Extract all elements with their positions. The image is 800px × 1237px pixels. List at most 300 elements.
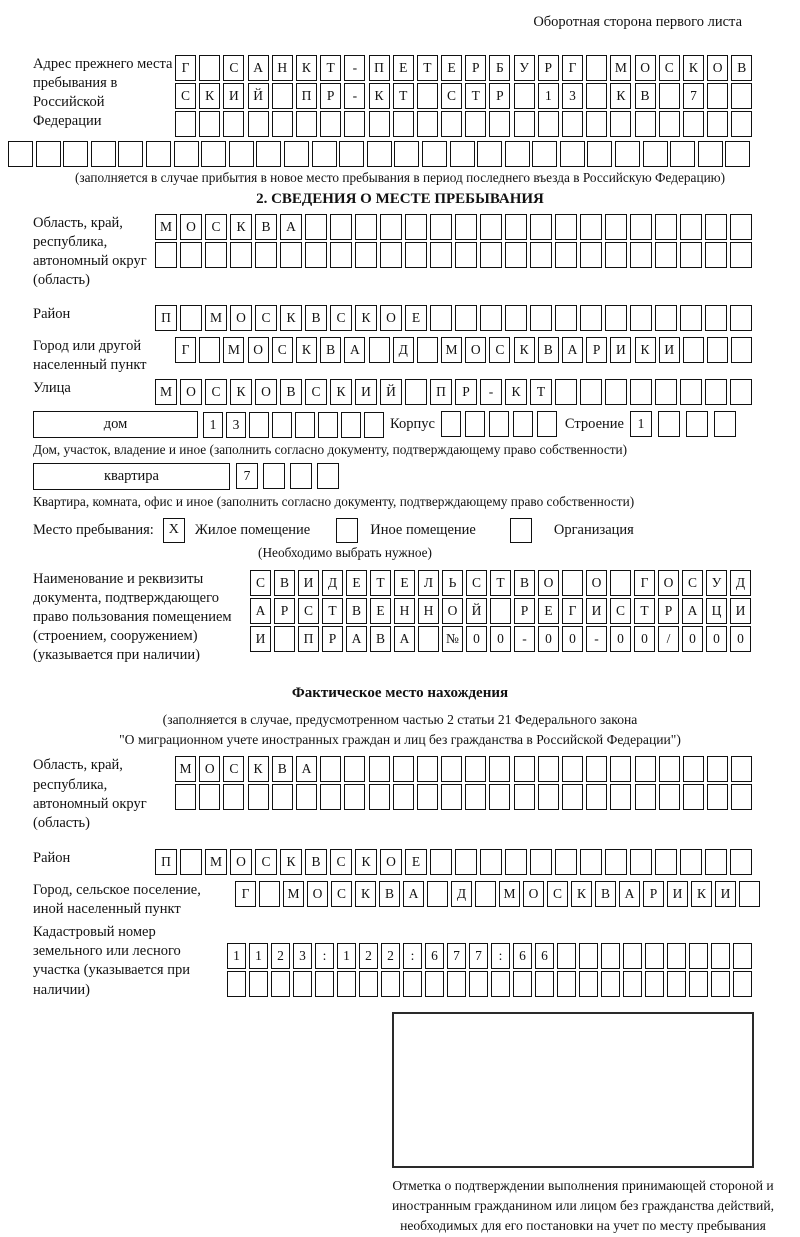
char-box: Т (393, 83, 414, 109)
char-box: И (298, 570, 319, 596)
city-field (33, 337, 800, 375)
char-box (465, 756, 486, 782)
char-box: 1 (203, 412, 223, 438)
char-box (689, 971, 708, 997)
char-box: К (199, 83, 220, 109)
char-box (538, 784, 559, 810)
apartment-type-box: квартира (33, 463, 230, 490)
char-box: В (635, 83, 656, 109)
char-box: В (346, 598, 367, 624)
char-box: Т (417, 55, 438, 81)
char-box (317, 463, 339, 489)
char-box (505, 305, 527, 331)
char-box (689, 943, 708, 969)
document-boxrow-3 (250, 626, 751, 652)
char-box (441, 756, 462, 782)
char-box (290, 463, 312, 489)
char-box: Г (562, 55, 583, 81)
char-box (175, 784, 196, 810)
char-box (655, 379, 677, 405)
char-box (731, 756, 752, 782)
char-box: 0 (706, 626, 727, 652)
char-box (659, 83, 680, 109)
char-box (580, 379, 602, 405)
prev-address-rows (175, 55, 752, 139)
char-box (505, 214, 527, 240)
char-box (489, 111, 510, 137)
char-box (667, 971, 686, 997)
char-box (601, 943, 620, 969)
char-box: Е (441, 55, 462, 81)
char-box (686, 411, 708, 437)
char-box: Н (272, 55, 293, 81)
char-box (610, 756, 631, 782)
char-box (605, 214, 627, 240)
actual-city-field (33, 881, 800, 919)
char-box (705, 379, 727, 405)
char-box: 7 (447, 943, 466, 969)
char-box (586, 756, 607, 782)
char-box (707, 111, 728, 137)
char-box (223, 111, 244, 137)
char-box: К (691, 881, 712, 907)
char-box (305, 242, 327, 268)
region-field (33, 214, 800, 291)
char-box: К (296, 337, 317, 363)
char-box: Р (274, 598, 295, 624)
char-box: И (223, 83, 244, 109)
stay-type-label: Место пребывания: (33, 521, 154, 538)
char-box (731, 337, 752, 363)
char-box (295, 412, 315, 438)
char-box (610, 784, 631, 810)
char-box: 1 (337, 943, 356, 969)
char-box: 7 (469, 943, 488, 969)
char-box: О (230, 849, 252, 875)
char-box (680, 242, 702, 268)
char-box: Г (634, 570, 655, 596)
char-box (480, 849, 502, 875)
char-box (659, 756, 680, 782)
char-box: А (403, 881, 424, 907)
char-box: Й (466, 598, 487, 624)
char-box (623, 971, 642, 997)
char-box: О (586, 570, 607, 596)
district-field (33, 305, 800, 333)
char-box: Р (586, 337, 607, 363)
char-box (705, 305, 727, 331)
char-box: 0 (610, 626, 631, 652)
char-box (730, 849, 752, 875)
char-box (586, 55, 607, 81)
char-box: 1 (538, 83, 559, 109)
char-box (730, 242, 752, 268)
region-boxrow-1 (155, 214, 752, 240)
char-box (180, 242, 202, 268)
char-box (393, 111, 414, 137)
char-box (465, 111, 486, 137)
char-box (707, 756, 728, 782)
stay-option-org: Организация (553, 521, 634, 538)
char-box: С (255, 849, 277, 875)
char-box (730, 214, 752, 240)
char-box: А (346, 626, 367, 652)
char-box (296, 784, 317, 810)
char-box (280, 242, 302, 268)
char-box: О (248, 337, 269, 363)
char-box: Г (562, 598, 583, 624)
char-box (417, 83, 438, 109)
char-box (532, 141, 557, 167)
house-number-boxrow (203, 412, 384, 438)
char-box (369, 337, 390, 363)
stay-type-note: (Необходимо выбрать нужное) (258, 544, 432, 560)
char-box (256, 141, 281, 167)
stay-checkbox-zhiloe: X (163, 518, 185, 543)
char-box (417, 756, 438, 782)
char-box: С (330, 305, 352, 331)
char-box (272, 784, 293, 810)
char-box (580, 849, 602, 875)
char-box: В (379, 881, 400, 907)
char-box: Б (489, 55, 510, 81)
char-box (369, 784, 390, 810)
char-box: 3 (293, 943, 312, 969)
char-box: - (586, 626, 607, 652)
char-box: : (403, 943, 422, 969)
char-box: К (683, 55, 704, 81)
char-box (272, 83, 293, 109)
char-box (680, 379, 702, 405)
char-box: С (441, 83, 462, 109)
char-box: В (272, 756, 293, 782)
char-box (155, 242, 177, 268)
apartment-number-boxrow (236, 463, 339, 489)
korpus-label: Корпус (390, 416, 435, 433)
char-box: М (610, 55, 631, 81)
char-box: Р (455, 379, 477, 405)
prev-address-boxrow-1 (175, 55, 752, 81)
char-box (175, 111, 196, 137)
char-box (180, 849, 202, 875)
apartment-row (33, 463, 800, 491)
city-label: Город или другой населенный пункт (33, 337, 147, 373)
char-box (330, 214, 352, 240)
char-box: 6 (513, 943, 532, 969)
char-box: 1 (227, 943, 246, 969)
char-box (538, 111, 559, 137)
char-box (725, 141, 750, 167)
char-box (205, 242, 227, 268)
char-box (630, 242, 652, 268)
char-box: К (355, 849, 377, 875)
char-box (469, 971, 488, 997)
char-box (655, 305, 677, 331)
char-box (605, 849, 627, 875)
char-box (714, 411, 736, 437)
char-box: 0 (562, 626, 583, 652)
char-box (447, 971, 466, 997)
street-boxrow (155, 379, 752, 405)
char-box (733, 943, 752, 969)
char-box: П (296, 83, 317, 109)
char-box (330, 242, 352, 268)
char-box: - (480, 379, 502, 405)
char-box: Т (530, 379, 552, 405)
char-box (422, 141, 447, 167)
char-box: К (355, 881, 376, 907)
cadastre-boxrow-2 (227, 971, 752, 997)
char-box: К (635, 337, 656, 363)
char-box: У (706, 570, 727, 596)
char-box (118, 141, 143, 167)
char-box (284, 141, 309, 167)
char-box (530, 242, 552, 268)
char-box: О (199, 756, 220, 782)
char-box (320, 756, 341, 782)
city-boxrow (175, 337, 752, 363)
char-box: 6 (425, 943, 444, 969)
char-box: О (635, 55, 656, 81)
char-box (635, 756, 656, 782)
char-box (586, 111, 607, 137)
char-box (248, 784, 269, 810)
char-box: С (255, 305, 277, 331)
char-box: К (505, 379, 527, 405)
char-box (538, 756, 559, 782)
char-box: В (305, 849, 327, 875)
char-box: А (682, 598, 703, 624)
char-box: К (280, 849, 302, 875)
char-box: С (331, 881, 352, 907)
char-box: П (155, 849, 177, 875)
char-box: С (250, 570, 271, 596)
char-box: О (180, 214, 202, 240)
char-box: 1 (249, 943, 268, 969)
char-box (417, 784, 438, 810)
char-box: М (499, 881, 520, 907)
char-box (405, 214, 427, 240)
stay-checkbox-inoe (336, 518, 358, 543)
house-type-box: дом (33, 411, 198, 438)
char-box (489, 784, 510, 810)
char-box: М (441, 337, 462, 363)
char-box: 1 (630, 411, 652, 437)
document-boxrow-2 (250, 598, 751, 624)
cadastre-field (33, 923, 800, 1000)
char-box (587, 141, 612, 167)
char-box (199, 111, 220, 137)
char-box (630, 305, 652, 331)
char-box: В (320, 337, 341, 363)
char-box (555, 379, 577, 405)
char-box: К (369, 83, 390, 109)
actual-city-boxrow (235, 881, 760, 907)
char-box (615, 141, 640, 167)
char-box (393, 756, 414, 782)
char-box: К (571, 881, 592, 907)
char-box: Р (489, 83, 510, 109)
prev-address-boxrow-3 (175, 111, 752, 137)
actual-region-field (33, 756, 800, 833)
char-box (312, 141, 337, 167)
korpus-boxrow (441, 411, 557, 437)
char-box: О (523, 881, 544, 907)
char-box (655, 214, 677, 240)
char-box (355, 242, 377, 268)
char-box (430, 242, 452, 268)
char-box (441, 111, 462, 137)
char-box: С (298, 598, 319, 624)
char-box: О (538, 570, 559, 596)
char-box (707, 784, 728, 810)
char-box (263, 463, 285, 489)
char-box: М (283, 881, 304, 907)
char-box: С (305, 379, 327, 405)
document-boxrow-1 (250, 570, 751, 596)
char-box (380, 242, 402, 268)
char-box (249, 971, 268, 997)
char-box: В (731, 55, 752, 81)
char-box: А (344, 337, 365, 363)
char-box (555, 242, 577, 268)
actual-district-boxrow (155, 849, 752, 875)
char-box: / (658, 626, 679, 652)
cadastre-label: Кадастровый номер земельного или лесного участка (указывается при наличии) (33, 924, 190, 998)
char-box (683, 337, 704, 363)
char-box: С (547, 881, 568, 907)
char-box (403, 971, 422, 997)
char-box (733, 971, 752, 997)
char-box (174, 141, 199, 167)
char-box: 3 (226, 412, 246, 438)
char-box: К (230, 214, 252, 240)
char-box: Р (538, 55, 559, 81)
char-box (355, 214, 377, 240)
char-box (227, 971, 246, 997)
char-box: 2 (359, 943, 378, 969)
house-row (33, 411, 800, 439)
prev-address-boxrow-2 (175, 83, 752, 109)
house-note: Дом, участок, владение и иное (заполнить согласно документу, подтверждающему право собственности) (33, 441, 628, 457)
char-box (255, 242, 277, 268)
char-box (605, 379, 627, 405)
char-box (455, 305, 477, 331)
char-box: С (223, 756, 244, 782)
char-box: В (280, 379, 302, 405)
char-box: И (730, 598, 751, 624)
char-box (683, 756, 704, 782)
char-box: 0 (730, 626, 751, 652)
char-box: О (707, 55, 728, 81)
char-box (610, 111, 631, 137)
char-box (711, 971, 730, 997)
char-box (670, 141, 695, 167)
char-box (530, 305, 552, 331)
char-box (441, 411, 461, 437)
char-box (730, 305, 752, 331)
char-box (230, 242, 252, 268)
char-box (344, 756, 365, 782)
char-box (381, 971, 400, 997)
actual-region-boxrow-2 (175, 784, 752, 810)
char-box (630, 214, 652, 240)
char-box: В (274, 570, 295, 596)
char-box (367, 141, 392, 167)
char-box (514, 784, 535, 810)
char-box (537, 411, 557, 437)
stroenie-label: Строение (564, 416, 624, 433)
char-box (586, 83, 607, 109)
char-box: О (465, 337, 486, 363)
char-box: Р (465, 55, 486, 81)
char-box (480, 214, 502, 240)
char-box (344, 111, 365, 137)
actual-location-title: Фактическое место нахождения (291, 685, 509, 702)
char-box (601, 971, 620, 997)
char-box (274, 626, 295, 652)
char-box (305, 214, 327, 240)
char-box: О (380, 849, 402, 875)
char-box: Ь (442, 570, 463, 596)
char-box (739, 881, 760, 907)
char-box: Е (394, 570, 415, 596)
char-box (630, 849, 652, 875)
char-box (296, 111, 317, 137)
char-box (535, 971, 554, 997)
char-box: К (230, 379, 252, 405)
char-box (655, 849, 677, 875)
char-box: К (330, 379, 352, 405)
char-box: О (180, 379, 202, 405)
char-box: 6 (535, 943, 554, 969)
char-box (427, 881, 448, 907)
char-box (477, 141, 502, 167)
char-box (530, 214, 552, 240)
char-box (630, 379, 652, 405)
char-box (320, 111, 341, 137)
char-box (455, 214, 477, 240)
actual-city-label: Город, сельское поселение, иной населенный пункт (33, 881, 201, 917)
char-box: С (272, 337, 293, 363)
char-box: Л (418, 570, 439, 596)
char-box: К (355, 305, 377, 331)
char-box (199, 55, 220, 81)
char-box: И (667, 881, 688, 907)
char-box: Т (370, 570, 391, 596)
char-box: А (280, 214, 302, 240)
char-box (730, 379, 752, 405)
char-box (8, 141, 33, 167)
char-box (580, 242, 602, 268)
char-box (610, 570, 631, 596)
char-box (393, 784, 414, 810)
char-box: С (466, 570, 487, 596)
char-box (63, 141, 88, 167)
char-box (698, 141, 723, 167)
char-box (513, 411, 533, 437)
char-box: Р (320, 83, 341, 109)
char-box (394, 141, 419, 167)
char-box: И (586, 598, 607, 624)
char-box: П (430, 379, 452, 405)
char-box: 3 (562, 83, 583, 109)
prev-address-note: (заполняется в случае прибытия в новое место пребывания в период последнего въезда в Российскую Федерацию) (74, 170, 726, 185)
char-box: Е (393, 55, 414, 81)
char-box: Р (658, 598, 679, 624)
char-box (658, 411, 680, 437)
char-box (580, 214, 602, 240)
